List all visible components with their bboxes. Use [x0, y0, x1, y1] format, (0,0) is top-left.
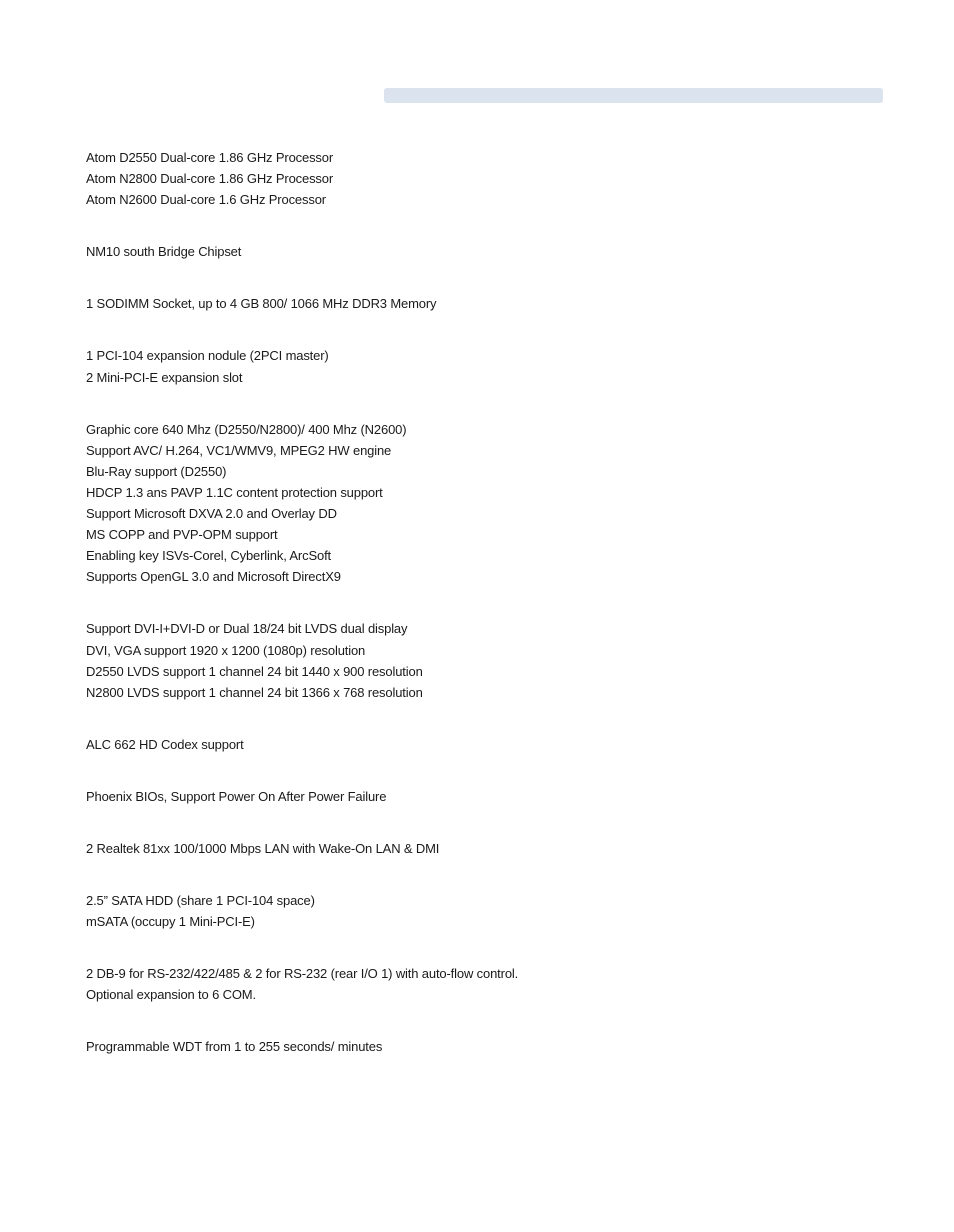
spec-line: 2 Mini-PCI-E expansion slot [86, 369, 243, 385]
spec-group [86, 345, 906, 387]
spec-group [86, 838, 906, 859]
spec-line: Atom N2600 Dual-core 1.6 GHz Processor [86, 192, 326, 208]
spec-line: Supports OpenGL 3.0 and Microsoft DirectX9 [86, 569, 341, 585]
spec-group [86, 734, 906, 755]
spec-line: Support Microsoft DXVA 2.0 and Overlay DD [86, 506, 337, 522]
spec-group [86, 293, 906, 314]
spec-line: 1 SODIMM Socket, up to 4 GB 800/ 1066 MHz DDR3 Memory [86, 296, 437, 312]
spec-line: 2.5” SATA HDD (share 1 PCI-104 space) [86, 893, 315, 909]
spec-line: Phoenix BIOs, Support Power On After Power Failure [86, 788, 387, 804]
spec-group [86, 890, 906, 932]
spec-line: Programmable WDT from 1 to 255 seconds/ minutes [86, 1039, 383, 1055]
spec-line: Graphic core 640 Mhz (D2550/N2800)/ 400 Mhz (N2600) [86, 421, 407, 437]
spec-line: D2550 LVDS support 1 channel 24 bit 1440 x 900 resolution [86, 663, 423, 679]
spec-line: Support DVI-I+DVI-D or Dual 18/24 bit LVDS dual display [86, 621, 408, 637]
spec-line: ALC 662 HD Codex support [86, 736, 244, 752]
spec-group [86, 419, 906, 588]
spec-line: N2800 LVDS support 1 channel 24 bit 1366 x 768 resolution [86, 684, 423, 700]
spec-group [86, 241, 906, 262]
spec-group [86, 1036, 906, 1057]
spec-line: 2 DB-9 for RS-232/422/485 & 2 for RS-232 (rear I/O 1) with auto-flow control. [86, 966, 519, 982]
spec-group [86, 786, 906, 807]
spec-group [86, 147, 906, 210]
spec-line: Atom D2550 Dual-core 1.86 GHz Processor [86, 150, 334, 165]
spec-line: Enabling key ISVs-Corel, Cyberlink, ArcSoft [86, 548, 331, 564]
spec-line: HDCP 1.3 ans PAVP 1.1C content protection support [86, 484, 383, 500]
spec-group [86, 618, 906, 702]
spec-line: Blu-Ray support (D2550) [86, 463, 227, 479]
spec-line: 1 PCI-104 expansion nodule (2PCI master) [86, 348, 329, 364]
spec-line: Optional expansion to 6 COM. [86, 987, 256, 1003]
spec-line: Atom N2800 Dual-core 1.86 GHz Processor [86, 171, 334, 187]
spec-group [86, 963, 906, 1005]
spec-list [86, 147, 906, 1089]
spec-line: mSATA (occupy 1 Mini-PCI-E) [86, 914, 255, 930]
spec-line: 2 Realtek 81xx 100/1000 Mbps LAN with Wake-On LAN & DMI [86, 840, 440, 856]
spec-line: DVI, VGA support 1920 x 1200 (1080p) resolution [86, 642, 366, 658]
spec-line: MS COPP and PVP-OPM support [86, 527, 278, 543]
spec-line: NM10 south Bridge Chipset [86, 244, 242, 260]
header-bar [384, 88, 883, 103]
spec-line: Support AVC/ H.264, VC1/WMV9, MPEG2 HW engine [86, 442, 392, 458]
